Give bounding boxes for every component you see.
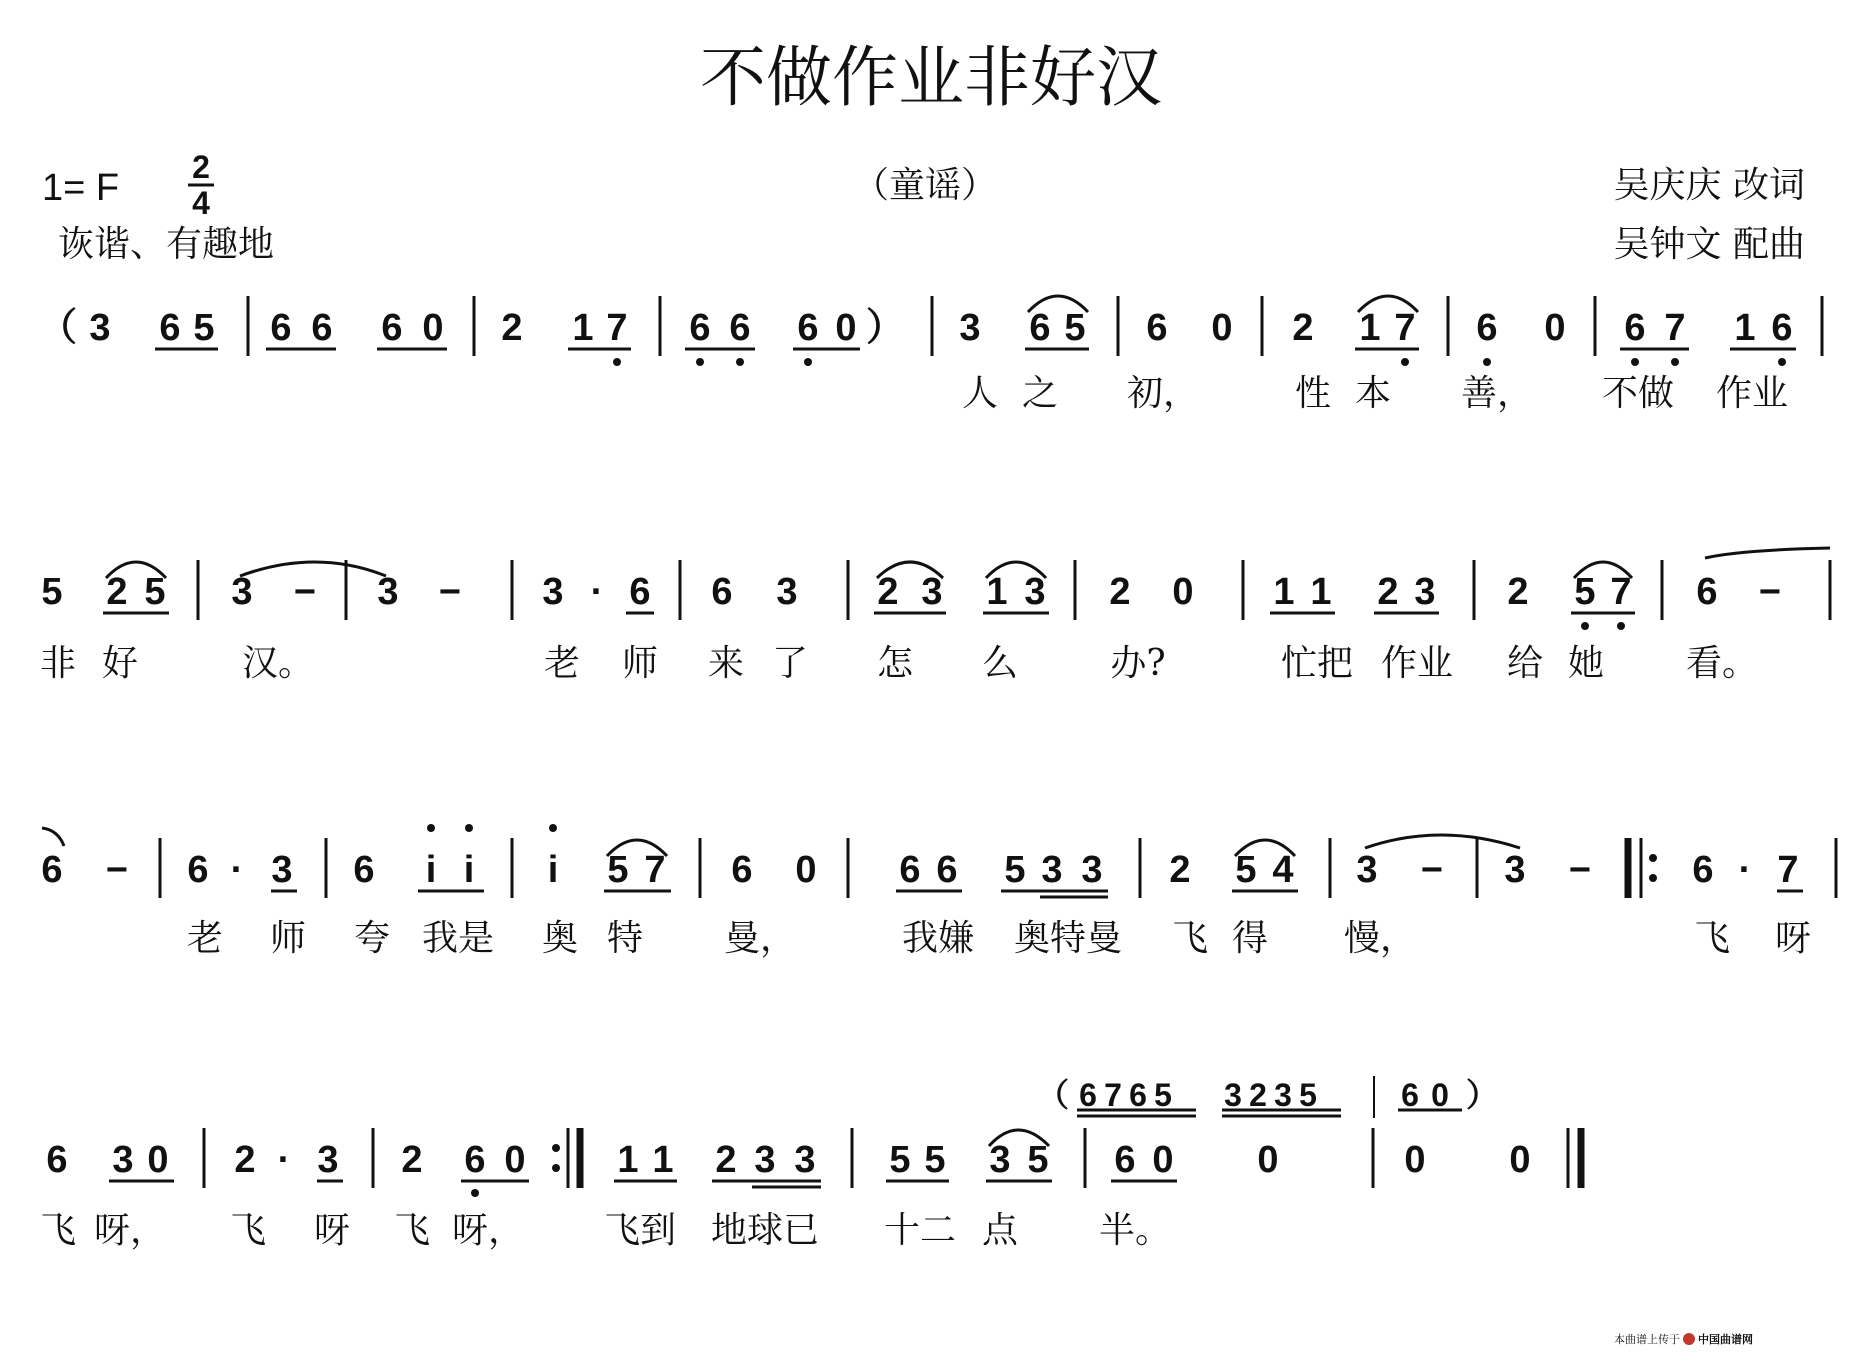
- time-signature-bottom: 4: [192, 185, 210, 221]
- note: 2: [1292, 307, 1314, 349]
- lyric: 特: [606, 918, 644, 959]
- lyric: 呀: [313, 1210, 351, 1251]
- lyric: 老: [186, 918, 224, 959]
- note: 1: [1359, 307, 1381, 349]
- note: 6: [187, 849, 209, 891]
- note: 0: [147, 1139, 169, 1181]
- note: ）: [865, 307, 905, 349]
- note: 1: [1273, 571, 1295, 613]
- note: 6: [46, 1139, 68, 1181]
- lyric: 看。: [1685, 643, 1759, 684]
- note: 0: [1509, 1139, 1531, 1181]
- note: 3: [1024, 571, 1046, 613]
- note: 5: [889, 1139, 911, 1181]
- lyric: 呀，: [93, 1210, 167, 1251]
- note: 0: [1257, 1139, 1279, 1181]
- note: 1: [617, 1139, 639, 1181]
- lyric: 我是: [421, 918, 495, 959]
- note: 3: [1041, 849, 1063, 891]
- interlude-note: 2: [1249, 1077, 1267, 1113]
- note: 6: [311, 307, 333, 349]
- note: 6: [711, 571, 733, 613]
- note: 5: [607, 849, 629, 891]
- lyric: 老: [543, 643, 581, 684]
- note: 3: [754, 1139, 776, 1181]
- note: 6: [464, 1139, 486, 1181]
- note: 2: [877, 571, 899, 613]
- note: 5: [1004, 849, 1026, 891]
- note: 5: [193, 307, 215, 349]
- note: −: [105, 849, 129, 891]
- lyric: 飞: [1171, 918, 1209, 959]
- note: 3: [776, 571, 798, 613]
- note: ·: [1738, 849, 1752, 891]
- note: 5: [924, 1139, 946, 1181]
- lyric: 办?: [1110, 643, 1166, 684]
- note: 0: [1172, 571, 1194, 613]
- note: 3: [959, 307, 981, 349]
- lyricist-credit: 吴庆庆 改词: [1613, 165, 1805, 206]
- note: 2: [1169, 849, 1191, 891]
- note: −: [1758, 571, 1782, 613]
- note: −: [1420, 849, 1444, 891]
- lyric: 好: [101, 643, 139, 684]
- lyric: 飞: [393, 1210, 431, 1251]
- note: 2: [501, 307, 523, 349]
- key-signature: 1= F: [42, 167, 120, 209]
- note: 6: [353, 849, 375, 891]
- lyric: 夸: [353, 918, 391, 959]
- lyric: 作业: [1380, 643, 1454, 684]
- lyric: 得: [1231, 918, 1269, 959]
- lyric: 之: [1021, 373, 1059, 414]
- note: 6: [1114, 1139, 1136, 1181]
- interlude-note: 6: [1079, 1077, 1097, 1113]
- note: 2: [715, 1139, 737, 1181]
- watermark-logo-icon: [1683, 1333, 1695, 1345]
- lyric: 奥特曼: [1013, 918, 1123, 959]
- note: 3: [271, 849, 293, 891]
- note: 0: [835, 307, 857, 349]
- note: 5: [41, 571, 63, 613]
- note: 2: [1507, 571, 1529, 613]
- note: 2: [401, 1139, 423, 1181]
- lyric: 奥: [541, 918, 579, 959]
- note: 1: [986, 571, 1008, 613]
- interlude-note: 6: [1401, 1077, 1419, 1113]
- note: 2: [1377, 571, 1399, 613]
- note: 3: [989, 1139, 1011, 1181]
- note: 0: [504, 1139, 526, 1181]
- lyric: 我嫌: [901, 918, 975, 959]
- note: 0: [795, 849, 817, 891]
- lyric: 给: [1506, 643, 1544, 684]
- note: 5: [1064, 307, 1086, 349]
- composer-credit: 吴钟文 配曲: [1613, 224, 1805, 265]
- note: 6: [381, 307, 403, 349]
- lyric: 师: [269, 918, 307, 959]
- watermark-logo: 中国曲谱网: [1698, 1333, 1753, 1346]
- note: 0: [1211, 307, 1233, 349]
- note: 1: [652, 1139, 674, 1181]
- note: 3: [317, 1139, 339, 1181]
- lyric: 善，: [1460, 373, 1534, 414]
- note: 0: [1404, 1139, 1426, 1181]
- note: i: [463, 849, 475, 891]
- lyric: 飞: [1693, 918, 1731, 959]
- note: 3: [921, 571, 943, 613]
- genre-label: （童谣）: [852, 165, 998, 206]
- lyric: 呀: [1774, 918, 1812, 959]
- note: 2: [234, 1139, 256, 1181]
- note: −: [1568, 849, 1592, 891]
- note: 7: [1777, 849, 1799, 891]
- note: 7: [1664, 307, 1686, 349]
- note: 3: [89, 307, 111, 349]
- lyric: 她: [1567, 643, 1605, 684]
- note: 3: [112, 1139, 134, 1181]
- note: 6: [270, 307, 292, 349]
- lyric: 人: [961, 373, 999, 414]
- note: 2: [106, 571, 128, 613]
- note: 6: [936, 849, 958, 891]
- note: 7: [1610, 571, 1632, 613]
- lyric: 不做: [1601, 373, 1675, 414]
- note: 0: [1152, 1139, 1174, 1181]
- note: 6: [159, 307, 181, 349]
- lyric: 半。: [1098, 1210, 1172, 1251]
- lyric: 了: [771, 643, 809, 684]
- lyric: 呀，: [451, 1210, 525, 1251]
- note: ·: [590, 571, 604, 613]
- note: −: [293, 571, 317, 613]
- note: 1: [572, 307, 594, 349]
- note: 4: [1272, 849, 1294, 891]
- note: 7: [606, 307, 628, 349]
- tempo-mood: 诙谐、有趣地: [58, 224, 275, 265]
- note: 6: [1771, 307, 1793, 349]
- interlude-note: （: [1036, 1077, 1070, 1113]
- note: 3: [231, 571, 253, 613]
- lyric: 飞: [39, 1210, 77, 1251]
- note: i: [547, 849, 559, 891]
- lyric: 飞: [229, 1210, 267, 1251]
- note: 1: [1734, 307, 1756, 349]
- interlude-note: 5: [1299, 1077, 1317, 1113]
- note: 3: [377, 571, 399, 613]
- note: 6: [689, 307, 711, 349]
- lyric: 忙把: [1280, 643, 1354, 684]
- note: 6: [1476, 307, 1498, 349]
- note: 2: [1109, 571, 1131, 613]
- note: 6: [41, 849, 63, 891]
- lyric: 飞到: [603, 1210, 677, 1251]
- lyric: 点: [981, 1210, 1019, 1251]
- note: （: [38, 307, 78, 349]
- interlude-note: 0: [1431, 1077, 1449, 1113]
- note: 6: [729, 307, 751, 349]
- note: 1: [1310, 571, 1332, 613]
- note: ·: [230, 849, 244, 891]
- watermark-text: 本曲谱上传于: [1614, 1333, 1680, 1346]
- note: ·: [277, 1139, 291, 1181]
- lyric: 十二: [883, 1210, 957, 1251]
- interlude-note: 5: [1154, 1077, 1172, 1113]
- note: 3: [1504, 849, 1526, 891]
- note: 6: [797, 307, 819, 349]
- interlude-note: 7: [1104, 1077, 1122, 1113]
- note: 3: [1414, 571, 1436, 613]
- lyric: 师: [621, 643, 659, 684]
- note: 6: [1696, 571, 1718, 613]
- note: 7: [644, 849, 666, 891]
- interlude-note: 6: [1129, 1077, 1147, 1113]
- lyric: 汉。: [241, 643, 315, 684]
- note: 5: [1235, 849, 1257, 891]
- note: 6: [1146, 307, 1168, 349]
- lyric: 么: [981, 643, 1019, 684]
- note: 3: [1081, 849, 1103, 891]
- interlude-note: 3: [1224, 1077, 1242, 1113]
- interlude-note: 3: [1274, 1077, 1292, 1113]
- note: 3: [542, 571, 564, 613]
- lyric: 作业: [1715, 373, 1789, 414]
- lyric: 非: [39, 643, 77, 684]
- lyric: 来: [707, 643, 745, 684]
- lyric: 慢，: [1343, 918, 1417, 959]
- note: 3: [1356, 849, 1378, 891]
- note: 6: [1692, 849, 1714, 891]
- note: 3: [794, 1139, 816, 1181]
- lyric: 性: [1294, 373, 1332, 414]
- lyric: 本: [1354, 373, 1392, 414]
- lyric: 怎: [876, 643, 914, 684]
- lyric: 地球已: [710, 1210, 820, 1251]
- interlude-note: ）: [1465, 1077, 1499, 1113]
- song-title: 不做作业非好汉: [700, 39, 1162, 116]
- note: 0: [1544, 307, 1566, 349]
- note: −: [438, 571, 462, 613]
- note: 6: [899, 849, 921, 891]
- note: 7: [1394, 307, 1416, 349]
- note: 5: [1027, 1139, 1049, 1181]
- note: 0: [422, 307, 444, 349]
- note: 6: [731, 849, 753, 891]
- lyric: 曼，: [723, 918, 797, 959]
- note: i: [425, 849, 437, 891]
- note: 6: [629, 571, 651, 613]
- note: 6: [1624, 307, 1646, 349]
- lyric: 初，: [1126, 373, 1200, 414]
- time-signature-top: 2: [192, 149, 210, 185]
- note: 5: [144, 571, 166, 613]
- note: 5: [1574, 571, 1596, 613]
- note: 6: [1029, 307, 1051, 349]
